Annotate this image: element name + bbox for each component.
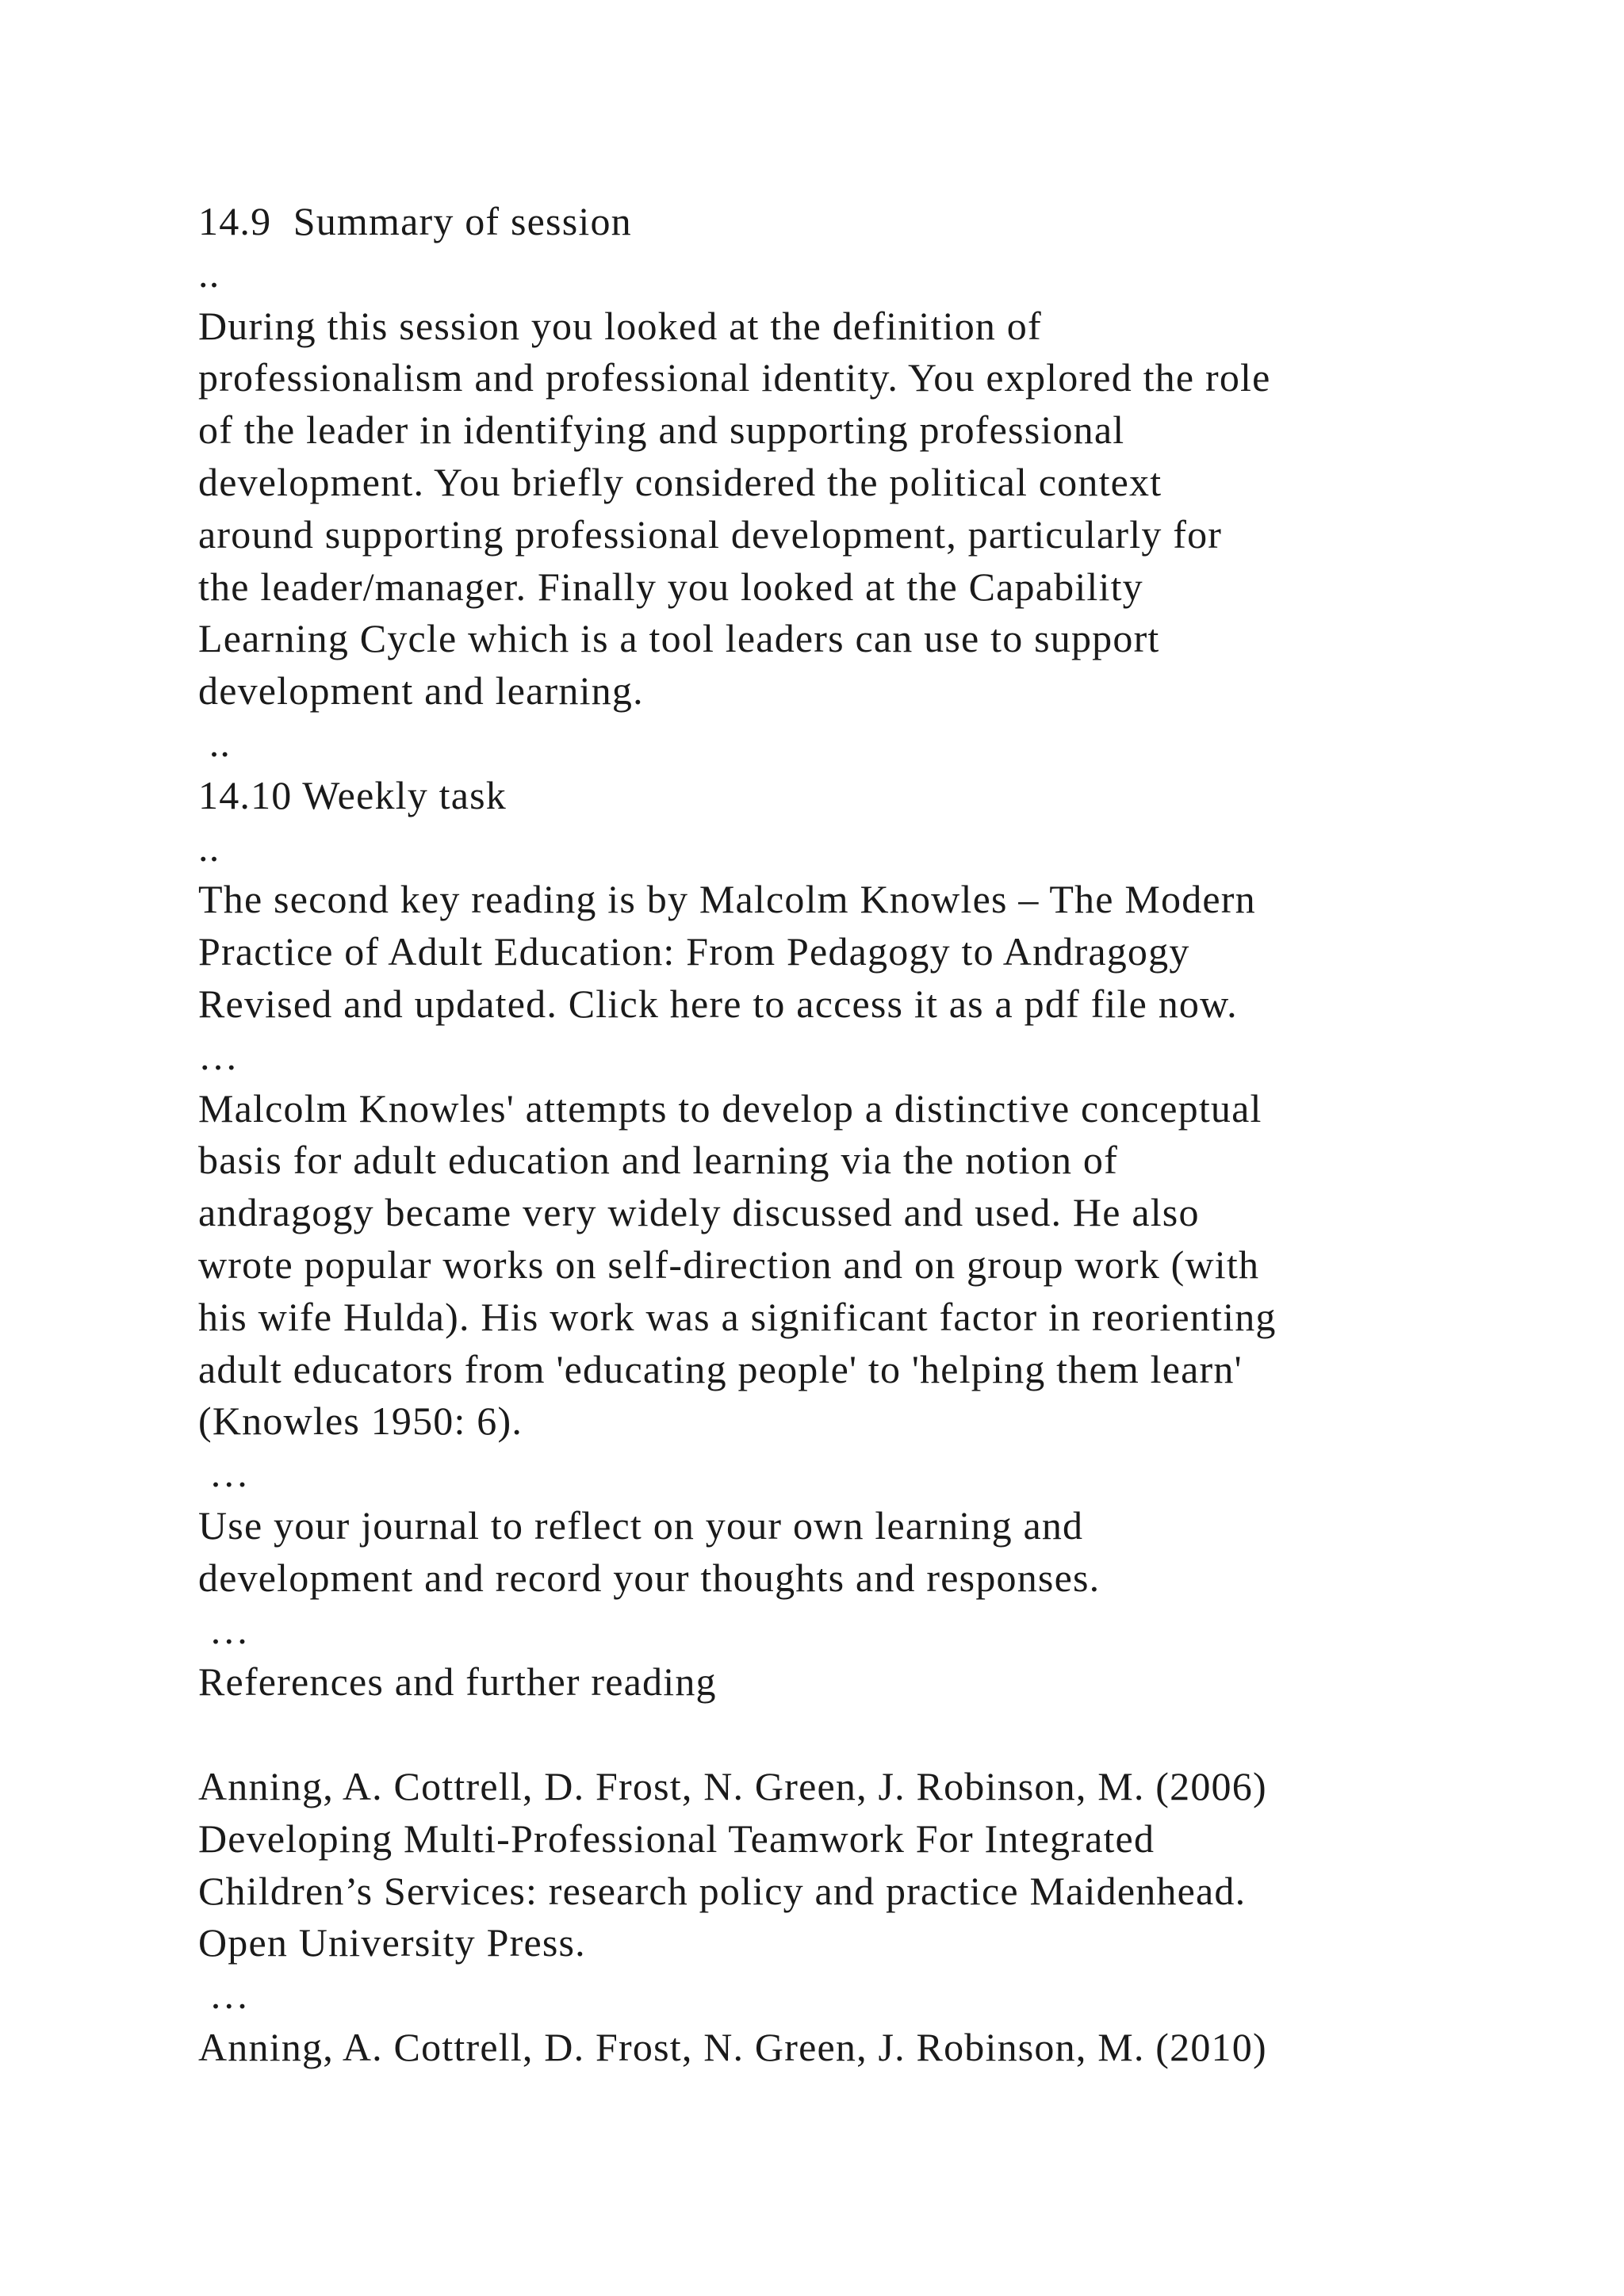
paragraph-line: development. You briefly considered the political context [198, 459, 1162, 504]
separator: … [198, 1033, 239, 1078]
paragraph-line: Practice of Adult Education: From Pedagogy to Andragogy [198, 929, 1190, 974]
paragraph-line: development and learning. [198, 668, 644, 714]
separator: .. [198, 825, 220, 870]
paragraph-line: (Knowles 1950: 6). [198, 1399, 523, 1444]
reference-line: Anning, A. Cottrell, D. Frost, N. Green, J. Robinson, M. (2006) [198, 1763, 1267, 1808]
paragraph-line: around supporting professional development, particularly for [198, 511, 1223, 557]
section-heading-references: References and further reading [198, 1659, 717, 1705]
reference-line: Anning, A. Cottrell, D. Frost, N. Green, J. Robinson, M. (2010) [198, 2024, 1267, 2069]
separator: … [198, 1607, 250, 1652]
separator: … [198, 1973, 250, 2018]
paragraph-line: of the leader in identifying and supporting professional [198, 408, 1125, 453]
paragraph-line: During this session you looked at the definition of [198, 303, 1042, 348]
paragraph-line: Use your journal to reflect on your own learning and [198, 1502, 1084, 1548]
paragraph-line: his wife Hulda). His work was a significant factor in reorienting [198, 1294, 1277, 1339]
paragraph-line: Malcolm Knowles' attempts to develop a distinctive conceptual [198, 1085, 1262, 1131]
blank-line [198, 1709, 1546, 1761]
separator: .. [198, 720, 232, 765]
paragraph-line: The second key reading is by Malcolm Knowles – The Modern [198, 877, 1256, 922]
reference-line: Developing Multi-Professional Teamwork For Integrated [198, 1816, 1155, 1861]
separator: … [198, 1451, 250, 1496]
document-body [198, 196, 1546, 2074]
paragraph-line: andragogy became very widely discussed and used. He also [198, 1190, 1200, 1235]
reference-line: Children’s Services: research policy and practice Maidenhead. [198, 1868, 1247, 1913]
separator: .. [198, 251, 220, 296]
paragraph-line: Learning Cycle which is a tool leaders can use to support [198, 616, 1160, 661]
paragraph-line: adult educators from 'educating people' to 'helping them learn' [198, 1346, 1243, 1391]
reference-line: Open University Press. [198, 1920, 586, 1965]
paragraph-line: development and record your thoughts and responses. [198, 1555, 1101, 1600]
section-heading-summary: 14.9 Summary of session [198, 199, 632, 243]
paragraph-line: basis for adult education and learning via the notion of [198, 1138, 1118, 1183]
paragraph-line: the leader/manager. Finally you looked at the Capability [198, 564, 1143, 609]
paragraph-line: Revised and updated. Click here to access it as a pdf file now. [198, 981, 1238, 1026]
paragraph-line: wrote popular works on self-direction and on group work (with [198, 1242, 1260, 1287]
section-heading-weekly-task: 14.10 Weekly task [198, 772, 508, 817]
paragraph-line: professionalism and professional identity. You explored the role [198, 355, 1271, 400]
